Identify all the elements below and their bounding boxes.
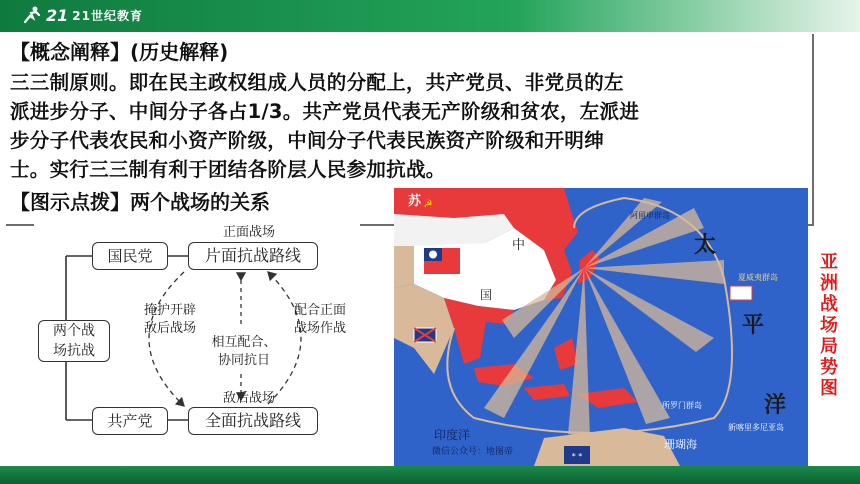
side-title-char: 洲	[820, 273, 838, 294]
left-note	[130, 302, 210, 338]
side-title-char: 局	[820, 336, 838, 357]
concept-line: 三三制原则。即在民主政权组成人员的分配上，共产党员、非党员的左	[10, 71, 624, 94]
right-note-line: 战场作战	[293, 321, 346, 336]
right-note	[280, 302, 360, 338]
concept-heading: 【概念阐释】(历史解释)	[10, 40, 229, 64]
battlefield-diagram	[34, 224, 360, 460]
gcd-box: 共产党	[92, 407, 168, 435]
right-note-line: 配合正面	[293, 303, 346, 318]
map-label-yang: 洋	[764, 393, 787, 418]
map-label-su: 苏	[408, 194, 422, 209]
side-title-char: 势	[820, 357, 838, 378]
map-label-ping: 平	[742, 313, 765, 338]
center-box-line: 场抗战	[53, 343, 95, 359]
runner-icon	[22, 5, 42, 25]
bottom-label: 敌后战场	[222, 391, 275, 406]
middle-note-line: 相互配合、	[211, 335, 277, 350]
left-note-line: 敌后战场	[143, 321, 196, 336]
map-label-solomon: 所罗门群岛	[662, 401, 702, 410]
map-label-tai: 太	[694, 233, 717, 258]
top-label: 正面战场	[222, 225, 275, 240]
top-banner	[0, 0, 860, 32]
concept-line: 士。实行三三制有利于团结各阶层人民参加抗战。	[10, 158, 446, 181]
middle-note-line: 协同抗日	[217, 353, 270, 368]
side-title-char: 亚	[820, 252, 838, 273]
map-label-guo: 国	[480, 288, 493, 302]
logo	[22, 5, 143, 25]
side-title-char: 图	[820, 378, 838, 399]
map-label-indian-ocean: 印度洋	[434, 428, 471, 442]
concept-line: 派进步分子、中间分子各占1/3。共产党员代表无产阶级和贫农，左派进	[10, 100, 640, 123]
logo-text: 21世纪教育	[72, 8, 143, 23]
bottom-route-box: 全面抗战路线	[188, 407, 318, 435]
logo-mark: 21	[46, 5, 69, 25]
svg-text:* *: * *	[571, 452, 583, 461]
side-title-char: 场	[820, 315, 838, 336]
bottom-banner	[0, 466, 860, 484]
side-title-char: 战	[820, 294, 838, 315]
map-source-watermark: 微信公众号：地图帝	[432, 447, 514, 457]
left-note-line: 掩护开辟	[143, 303, 196, 318]
map-label-aleutian: 阿留申群岛	[630, 211, 670, 220]
diagram-heading: 【图示点拨】两个战场的关系	[10, 190, 270, 214]
map-label-zhong: 中	[512, 238, 526, 253]
map-label-coral-sea: 珊瑚海	[664, 438, 697, 451]
top-route-box: 片面抗战路线	[188, 242, 318, 270]
map-label-hawaii: 夏威夷群岛	[738, 273, 778, 282]
map-label-caledonia: 新喀里多尼亚岛	[728, 423, 784, 432]
gmd-box: 国民党	[92, 242, 168, 270]
middle-note	[204, 334, 284, 370]
center-box	[38, 320, 110, 362]
svg-text:☭: ☭	[423, 199, 433, 210]
concept-paragraph	[10, 68, 800, 184]
concept-line: 步分子代表农民和小资产阶级，中间分子代表民族资产阶级和开明绅	[10, 129, 605, 152]
center-box-line: 两个战	[53, 323, 95, 339]
map-side-title	[814, 252, 844, 399]
asia-battlefield-map	[394, 188, 808, 466]
